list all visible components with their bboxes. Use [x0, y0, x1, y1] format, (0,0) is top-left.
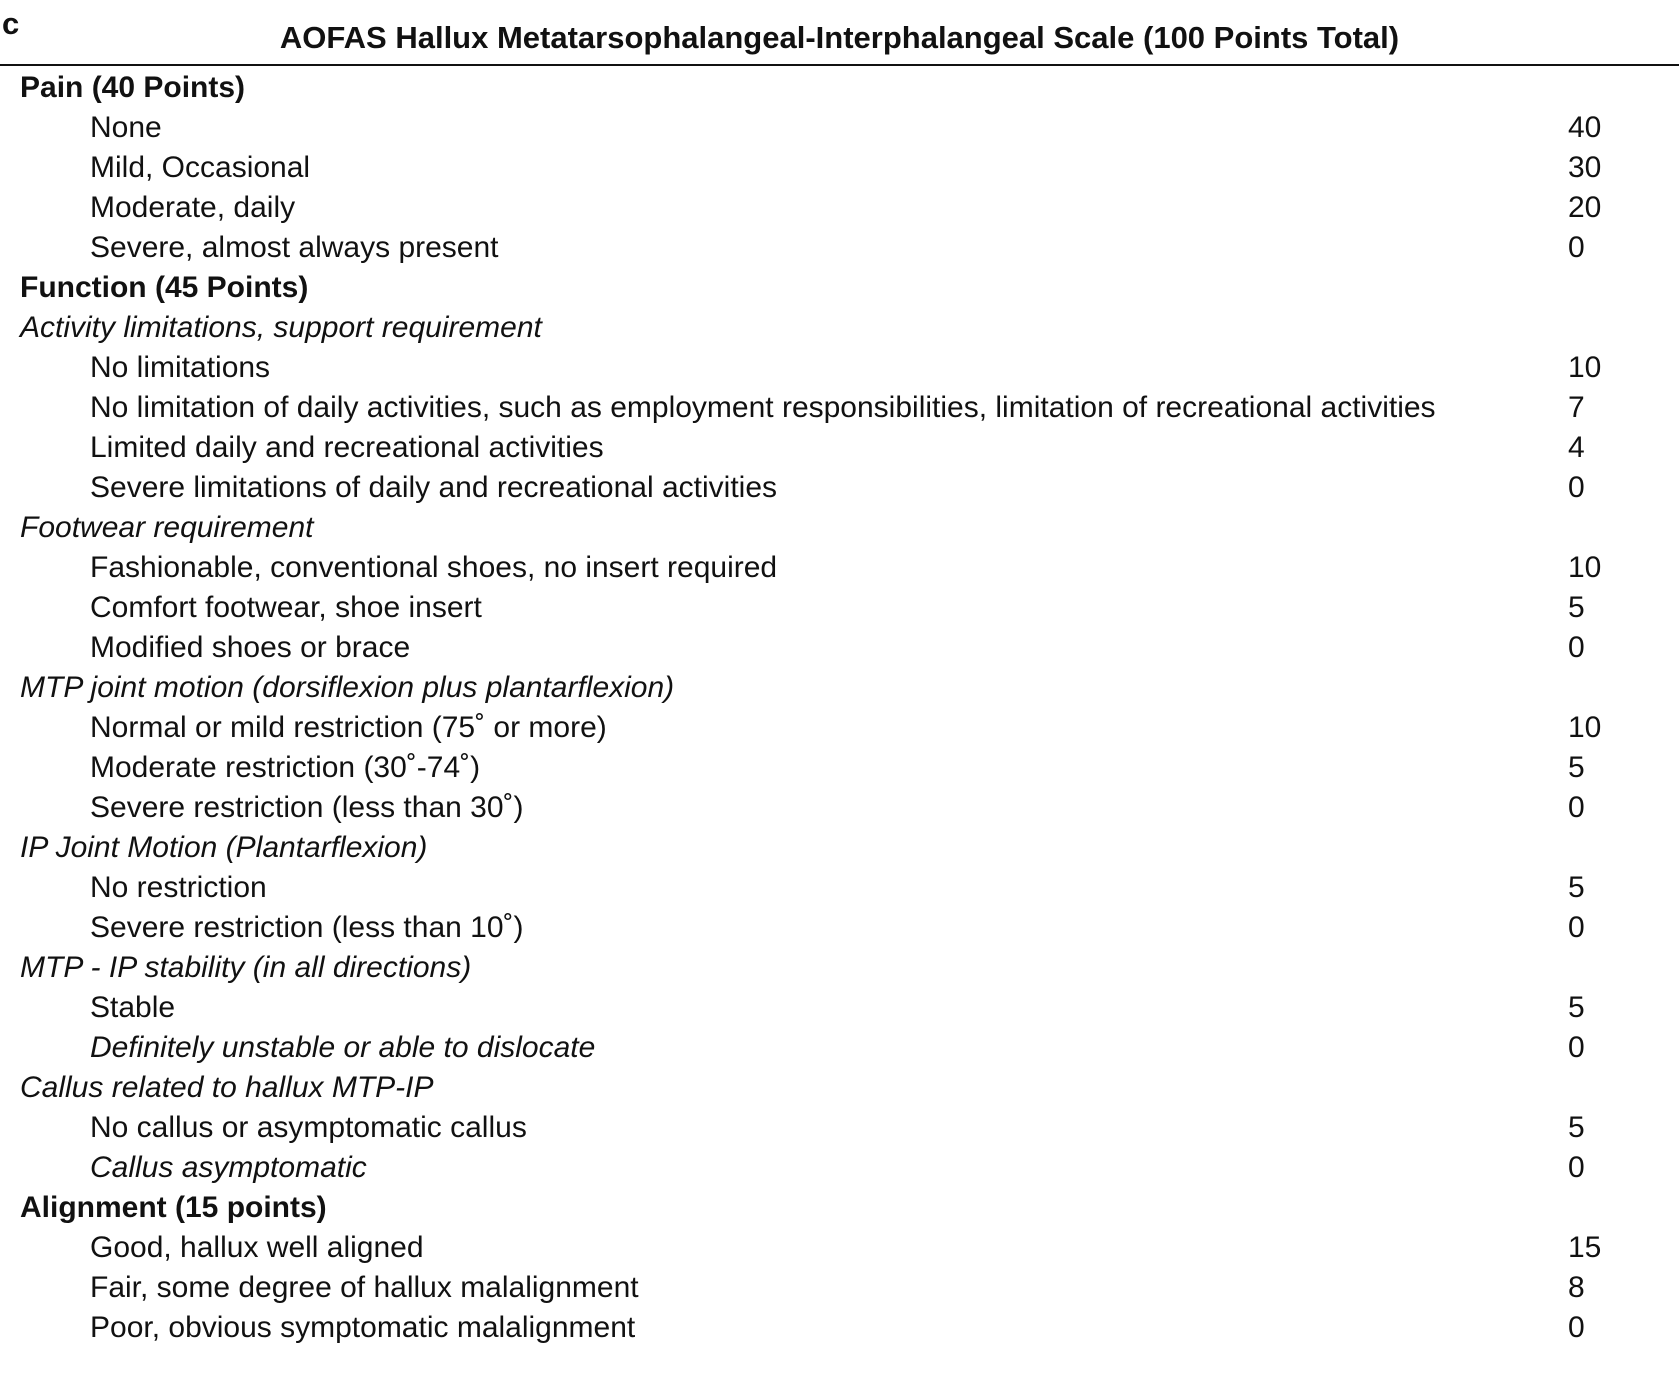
- item-row: [0, 1148, 1679, 1188]
- item-row: [0, 1108, 1679, 1148]
- item-row: [0, 1028, 1679, 1068]
- item-row: [0, 468, 1679, 508]
- item-label: Fashionable, conventional shoes, no insert required: [90, 551, 778, 584]
- item-row: [0, 388, 1679, 428]
- subsection-row: [0, 508, 1679, 548]
- subsection-heading: Activity limitations, support requirement: [20, 311, 542, 344]
- item-score: 0: [1568, 791, 1585, 824]
- item-row: [0, 988, 1679, 1028]
- item-row: [0, 588, 1679, 628]
- scale-table: [0, 68, 1679, 1348]
- item-score: 5: [1568, 871, 1585, 904]
- subsection-row: [0, 1068, 1679, 1108]
- subsection-row: [0, 308, 1679, 348]
- item-label: Severe restriction (less than 10˚): [90, 911, 524, 944]
- item-row: [0, 1228, 1679, 1268]
- item-score: 0: [1568, 631, 1585, 664]
- item-row: [0, 548, 1679, 588]
- item-score: 5: [1568, 751, 1585, 784]
- item-score: 30: [1568, 151, 1602, 184]
- item-label: Poor, obvious symptomatic malalignment: [90, 1311, 636, 1344]
- item-label: Moderate, daily: [90, 191, 296, 224]
- item-row: [0, 708, 1679, 748]
- item-label: Severe restriction (less than 30˚): [90, 791, 524, 824]
- subsection-heading: MTP - IP stability (in all directions): [20, 951, 472, 984]
- subsection-heading: Callus related to hallux MTP-IP: [20, 1071, 434, 1104]
- item-row: [0, 788, 1679, 828]
- item-label: Fair, some degree of hallux malalignment: [90, 1271, 639, 1304]
- subsection-row: [0, 828, 1679, 868]
- item-label: Definitely unstable or able to dislocate: [90, 1031, 596, 1064]
- item-row: [0, 908, 1679, 948]
- subsection-heading: IP Joint Motion (Plantarflexion): [20, 831, 428, 864]
- item-label: Callus asymptomatic: [90, 1151, 367, 1184]
- item-label: Limited daily and recreational activities: [90, 431, 604, 464]
- item-row: [0, 188, 1679, 228]
- item-score: 0: [1568, 231, 1585, 264]
- item-score: 5: [1568, 591, 1585, 624]
- item-label: No restriction: [90, 871, 267, 904]
- item-label: Normal or mild restriction (75˚ or more): [90, 711, 607, 744]
- item-label: No callus or asymptomatic callus: [90, 1111, 527, 1144]
- item-row: [0, 108, 1679, 148]
- item-score: 0: [1568, 471, 1585, 504]
- item-row: [0, 1308, 1679, 1348]
- section-heading: Function (45 Points): [20, 271, 309, 304]
- item-score: 7: [1568, 391, 1585, 424]
- subsection-row: [0, 948, 1679, 988]
- item-row: [0, 868, 1679, 908]
- subsection-row: [0, 668, 1679, 708]
- item-label: Stable: [90, 991, 176, 1024]
- item-score: 8: [1568, 1271, 1585, 1304]
- section-row: [0, 1188, 1679, 1228]
- panel-label: c: [2, 6, 20, 41]
- subsection-heading: MTP joint motion (dorsiflexion plus plantarflexion): [20, 671, 675, 704]
- item-score: 5: [1568, 1111, 1585, 1144]
- item-score: 0: [1568, 911, 1585, 944]
- item-score: 40: [1568, 111, 1602, 144]
- item-score: 15: [1568, 1231, 1602, 1264]
- item-score: 0: [1568, 1311, 1585, 1344]
- item-row: [0, 1268, 1679, 1308]
- item-score: 20: [1568, 191, 1602, 224]
- item-label: None: [90, 111, 162, 144]
- table-title: AOFAS Hallux Metatarsophalangeal-Interphalangeal Scale (100 Points Total): [279, 20, 1400, 55]
- item-label: Mild, Occasional: [90, 151, 311, 184]
- section-row: [0, 268, 1679, 308]
- title-rule: [0, 64, 1679, 66]
- item-score: 5: [1568, 991, 1585, 1024]
- item-row: [0, 748, 1679, 788]
- item-row: [0, 628, 1679, 668]
- item-score: 4: [1568, 431, 1585, 464]
- subsection-heading: Footwear requirement: [20, 511, 314, 544]
- item-score: 10: [1568, 351, 1602, 384]
- item-score: 10: [1568, 551, 1602, 584]
- item-row: [0, 228, 1679, 268]
- item-label: Modified shoes or brace: [90, 631, 411, 664]
- section-heading: Pain (40 Points): [20, 71, 246, 104]
- section-row: [0, 68, 1679, 108]
- item-label: Comfort footwear, shoe insert: [90, 591, 482, 624]
- item-score: 10: [1568, 711, 1602, 744]
- item-label: No limitations: [90, 351, 271, 384]
- item-score: 0: [1568, 1151, 1585, 1184]
- item-label: Severe limitations of daily and recreational activities: [90, 471, 777, 504]
- item-row: [0, 148, 1679, 188]
- section-heading: Alignment (15 points): [20, 1191, 327, 1224]
- item-score: 0: [1568, 1031, 1585, 1064]
- item-row: [0, 348, 1679, 388]
- item-label: Good, hallux well aligned: [90, 1231, 424, 1264]
- item-row: [0, 428, 1679, 468]
- item-label: Moderate restriction (30˚-74˚): [90, 751, 481, 784]
- item-label: No limitation of daily activities, such as employment responsibilities, limitation of recreational activities: [90, 391, 1436, 424]
- item-label: Severe, almost always present: [90, 231, 499, 264]
